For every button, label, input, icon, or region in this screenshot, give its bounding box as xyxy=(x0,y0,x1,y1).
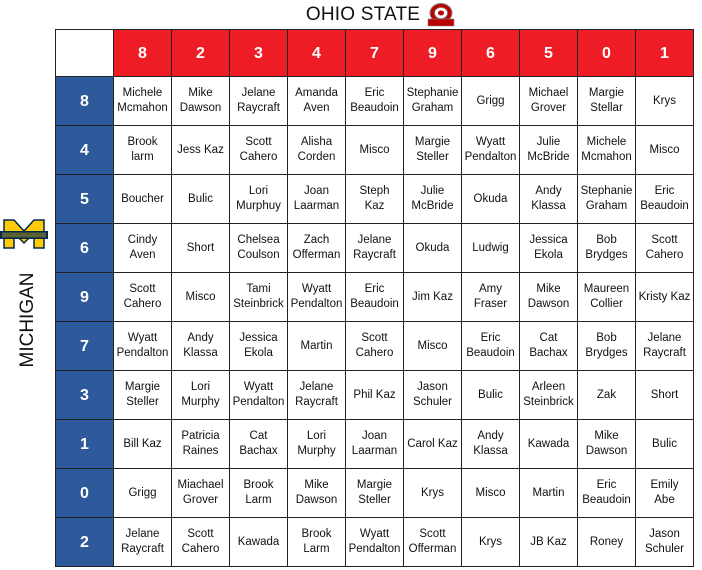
grid-square: Roney xyxy=(578,518,636,567)
grid-square: Tami Steinbrick xyxy=(230,273,288,322)
grid-square: Zach Offerman xyxy=(288,224,346,273)
grid-square: Bulic xyxy=(636,420,694,469)
row-digit-header: 9 xyxy=(56,273,114,322)
grid-square: JB Kaz xyxy=(520,518,578,567)
michigan-side-label xyxy=(6,200,50,480)
grid-square: Margie Steller xyxy=(346,469,404,518)
row-digit-header: 6 xyxy=(56,224,114,273)
grid-square: Kawada xyxy=(520,420,578,469)
grid-square: Margie Stellar xyxy=(578,77,636,126)
grid-row xyxy=(56,77,694,126)
grid-row xyxy=(56,469,694,518)
grid-row xyxy=(56,420,694,469)
grid-square: Scott Cahero xyxy=(636,224,694,273)
grid-square: Mike Dawson xyxy=(172,77,230,126)
grid-row xyxy=(56,126,694,175)
ohio-state-logo-icon xyxy=(426,3,456,27)
row-digit-header: 3 xyxy=(56,371,114,420)
grid-square: Brook larm xyxy=(114,126,172,175)
grid-square: Misco xyxy=(462,469,520,518)
grid-row xyxy=(56,175,694,224)
grid-square: Ludwig xyxy=(462,224,520,273)
grid-square: Brook Larm xyxy=(230,469,288,518)
grid-square: Okuda xyxy=(404,224,462,273)
grid-square: Patricia Raines xyxy=(172,420,230,469)
grid-square: Jelane Raycraft xyxy=(346,224,404,273)
grid-square: Wyatt Pendalton xyxy=(114,322,172,371)
grid-square: Cat Bachax xyxy=(230,420,288,469)
grid-square: Carol Kaz xyxy=(404,420,462,469)
grid-square: Krys xyxy=(462,518,520,567)
ohio-state-title: OHIO STATE xyxy=(305,4,421,25)
column-digit-header: 3 xyxy=(230,30,288,77)
grid-square: Zak xyxy=(578,371,636,420)
column-header-row xyxy=(56,30,694,77)
grid-square: Margie Steller xyxy=(114,371,172,420)
grid-square: Steph Kaz xyxy=(346,175,404,224)
grid-square: Eric Beaudoin xyxy=(346,77,404,126)
grid-square: Brook Larm xyxy=(288,518,346,567)
corner-cell xyxy=(56,30,114,77)
grid-square: Andy Klassa xyxy=(462,420,520,469)
grid-square: Eric Beaudoin xyxy=(462,322,520,371)
grid-square: Julie McBride xyxy=(520,126,578,175)
grid-square: Phil Kaz xyxy=(346,371,404,420)
grid-square: Scott Cahero xyxy=(172,518,230,567)
grid-square: Jim Kaz xyxy=(404,273,462,322)
column-digit-header: 2 xyxy=(172,30,230,77)
grid-square: Jason Schuler xyxy=(636,518,694,567)
grid-square: Eric Beaudoin xyxy=(636,175,694,224)
grid-square: Maureen Collier xyxy=(578,273,636,322)
grid-square: Kawada xyxy=(230,518,288,567)
grid-row xyxy=(56,273,694,322)
grid-square: Amanda Aven xyxy=(288,77,346,126)
grid-square: Jessica Ekola xyxy=(230,322,288,371)
grid-square: Alisha Corden xyxy=(288,126,346,175)
row-digit-header: 2 xyxy=(56,518,114,567)
grid-square: Mike Dawson xyxy=(578,420,636,469)
grid-square: Eric Beaudoin xyxy=(578,469,636,518)
grid-square: Miachael Grover xyxy=(172,469,230,518)
ohio-state-header xyxy=(0,2,702,28)
column-digit-header: 4 xyxy=(288,30,346,77)
column-digit-header: 8 xyxy=(114,30,172,77)
grid-square: Martin xyxy=(288,322,346,371)
grid-square: Amy Fraser xyxy=(462,273,520,322)
grid-square: Joan Laarman xyxy=(288,175,346,224)
row-digit-header: 4 xyxy=(56,126,114,175)
grid-square: Bob Brydges xyxy=(578,322,636,371)
grid-square: Grigg xyxy=(114,469,172,518)
row-digit-header: 8 xyxy=(56,77,114,126)
row-digit-header: 7 xyxy=(56,322,114,371)
grid-square: Michele Mcmahon xyxy=(578,126,636,175)
grid-square: Arleen Steinbrick xyxy=(520,371,578,420)
grid-square: Wyatt Pendalton xyxy=(346,518,404,567)
grid-square: Michael Grover xyxy=(520,77,578,126)
grid-square: Misco xyxy=(346,126,404,175)
grid-row xyxy=(56,322,694,371)
grid-square: Bob Brydges xyxy=(578,224,636,273)
column-digit-header: 7 xyxy=(346,30,404,77)
grid-square: Kristy Kaz xyxy=(636,273,694,322)
grid-square: Margie Steller xyxy=(404,126,462,175)
grid-square: Stephanie Graham xyxy=(578,175,636,224)
grid-square: Bulic xyxy=(462,371,520,420)
grid-square: Mike Dawson xyxy=(288,469,346,518)
column-digit-header: 0 xyxy=(578,30,636,77)
grid-square: Lori Murphuy xyxy=(230,175,288,224)
grid-square: Short xyxy=(636,371,694,420)
grid-square: Short xyxy=(172,224,230,273)
grid-square: Emily Abe xyxy=(636,469,694,518)
grid-row xyxy=(56,518,694,567)
grid-square: Julie McBride xyxy=(404,175,462,224)
row-digit-header: 1 xyxy=(56,420,114,469)
grid-square: Misco xyxy=(172,273,230,322)
squares-grid xyxy=(55,29,694,567)
grid-square: Jelane Raycraft xyxy=(288,371,346,420)
grid-square: Eric Beaudoin xyxy=(346,273,404,322)
grid-square: Krys xyxy=(636,77,694,126)
grid-square: Scott Cahero xyxy=(230,126,288,175)
column-digit-header: 1 xyxy=(636,30,694,77)
grid-square: Andy Klassa xyxy=(520,175,578,224)
column-digit-header: 9 xyxy=(404,30,462,77)
grid-square: Jelane Raycraft xyxy=(230,77,288,126)
grid-square: Wyatt Pendalton xyxy=(230,371,288,420)
grid-square: Misco xyxy=(636,126,694,175)
grid-square: Grigg xyxy=(462,77,520,126)
grid-square: Bill Kaz xyxy=(114,420,172,469)
grid-square: Jelane Raycraft xyxy=(114,518,172,567)
grid-square: Okuda xyxy=(462,175,520,224)
grid-row xyxy=(56,371,694,420)
grid-square: Jelane Raycraft xyxy=(636,322,694,371)
grid-square: Jess Kaz xyxy=(172,126,230,175)
grid-square: Michele Mcmahon xyxy=(114,77,172,126)
grid-square: Wyatt Pendalton xyxy=(462,126,520,175)
grid-square: Scott Cahero xyxy=(114,273,172,322)
grid-square: Wyatt Pendalton xyxy=(288,273,346,322)
grid-square: Lori Murphy xyxy=(172,371,230,420)
grid-square: Scott Cahero xyxy=(346,322,404,371)
column-digit-header: 5 xyxy=(520,30,578,77)
grid-square: Andy Klassa xyxy=(172,322,230,371)
grid-square: Scott Offerman xyxy=(404,518,462,567)
grid-square: Cat Bachax xyxy=(520,322,578,371)
grid-square: Lori Murphy xyxy=(288,420,346,469)
grid-square: Bulic xyxy=(172,175,230,224)
row-digit-header: 0 xyxy=(56,469,114,518)
grid-square: Jessica Ekola xyxy=(520,224,578,273)
grid-square: Mike Dawson xyxy=(520,273,578,322)
grid-square: Chelsea Coulson xyxy=(230,224,288,273)
grid-square: Martin xyxy=(520,469,578,518)
row-digit-header: 5 xyxy=(56,175,114,224)
grid-square: Boucher xyxy=(114,175,172,224)
grid-square: Misco xyxy=(404,322,462,371)
michigan-title: MICHIGAN xyxy=(17,272,38,368)
grid-square: Cindy Aven xyxy=(114,224,172,273)
grid-square: Stephanie Graham xyxy=(404,77,462,126)
grid-row xyxy=(56,224,694,273)
column-digit-header: 6 xyxy=(462,30,520,77)
grid-square: Jason Schuler xyxy=(404,371,462,420)
grid-square: Joan Laarman xyxy=(346,420,404,469)
grid-square: Krys xyxy=(404,469,462,518)
